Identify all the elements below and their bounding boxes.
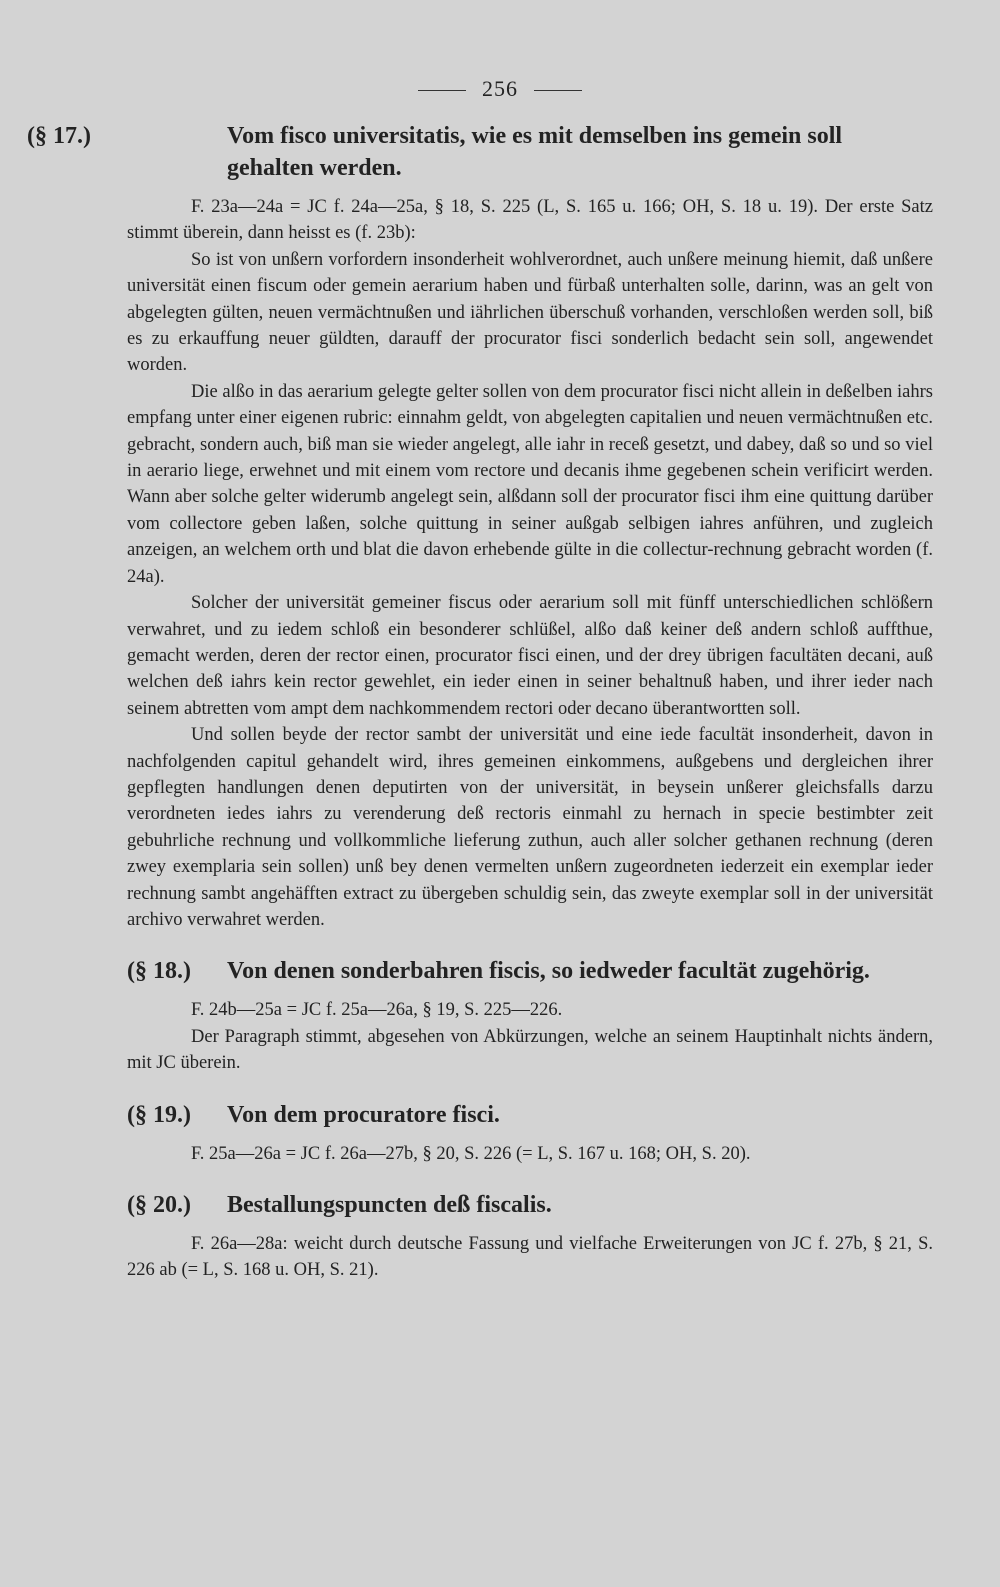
section-title: Von denen sonderbahren fiscis, so iedweder facultät zugehörig. [227,958,870,985]
page-number-rule-right [534,90,582,91]
paragraph: F. 26a—28a: weicht durch deutsche Fassung und vielfache Erweiterungen von JC f. 27b, § 21, S. 226 ab (= L, S. 168 u. OH, S. 21). [127,1234,933,1281]
page-content [27,120,933,1284]
section-number: (§ 18.) [127,958,191,985]
paragraph: Und sollen beyde der rector sambt der universität und eine iede facultät insonderheit, davon in nachfolgenden capitul gehandelt wird, ihres gemeinen einkommens, außgebens und dergleichen ihrer gepflegten handlungen denen deputirten von der universität, in beysein unßerer gleichsfalls darzu verordneten iedes iahrs zu verenderung deß rectoris einmahl zu hernach in specie bestimbter zeit gebuhrliche rechnung und vollkommliche lieferung zuthun, auch aller solcher gethanen rechnung (deren zwey exemplaria sein sollen) unß bey denen vermelten unßern zugeordneten iederzeit ein exemplar ieder rechnung sambt angehäfften extract zu übergeben schuldig sein, das zweyte exemplar soll in der universität archivo verwahret werden. [127,725,933,930]
section-heading [127,1099,933,1131]
section-number: (§ 17.) [27,123,91,149]
paragraph: Solcher der universität gemeiner fiscus oder aerarium soll mit fünff unterschiedlichen schlößern verwahret, und zu iedem schloß ein besonderer schlüßel, alßo daß keiner deß andern schloß auffthue, gemacht werden, deren der rector einen, procurator fisci einen, und der drey übrigen facultäten decani, auß welchen deß iahrs kein rector gewehlet, ein ieder einen in seiner behaltnuß haben, und ihrer ieder nach seinem abtretten vom ampt dem nachkommendem rectori oder decano überantwortten soll. [127,593,933,719]
section-title: Bestallungspuncten deß fiscalis. [227,1192,552,1218]
section-19 [127,1099,933,1167]
section-heading [127,1189,933,1221]
section-17 [27,120,933,933]
paragraph: Der Paragraph stimmt, abgesehen von Abkürzungen, welche an seinem Hauptinhalt nichts ändern, mit JC überein. [127,1026,933,1074]
page-number-rule-left [418,90,466,91]
section-number: (§ 19.) [127,1101,191,1128]
paragraph: F. 23a—24a = JC f. 24a—25a, § 18, S. 225 (L, S. 165 u. 166; OH, S. 18 u. 19). Der erste Satz stimmt überein, dann heisst es (f. 23b): [127,197,933,244]
section-title: Vom fisco universitatis, wie es mit demselben ins gemein soll gehalten werden. [227,123,843,181]
paragraph: So ist von unßern vorfordern insonderheit wohlverordnet, auch unßere meinung hiemit, daß unßere universität einen fiscum oder gemein aerarium haben und fürbaß unterhalten solle, darinn, was an gelt von abgelegten gülten, neuen vermächtnußen und iährlichen überschuß vorhanden, verschloßen werden soll, biß es zu erkauffung neuer güldten, darauff der procurator fisci sonderlich bedacht sein soll, angewendet worden. [127,249,933,376]
section-title: Von dem procuratore fisci. [227,1101,500,1128]
paragraph: Die alßo in das aerarium gelegte gelter sollen von dem procurator fisci nicht allein in deßelben iahrs empfang unter einer eigenen rubric: einnahm geldt, von abgelegten capitalien und neuen vermächtnußen etc. gebracht, sondern auch, biß man sie wieder angelegt, alle iahr in receß gesetzt, und dabey, daß so und so viel in aerario liege, erwehnet und mit einem vom rectore und decanis ihme gegebenen schein verificirt werden. Wann aber solche gelter widerumb angelegt sein, alßdann soll der procurator fisci ihm eine quittung darüber vom collectore geben laßen, solche quittung in seiner außgab selbigen iahres anführen, und zugleich anzeigen, an welchem orth und blat die davon erhebende gülte in die collectur-rechnung gebracht worden (f. 24a). [127,381,933,587]
paragraph: F. 25a—26a = JC f. 26a—27b, § 20, S. 226 (= L, S. 167 u. 168; OH, S. 20). [191,1143,751,1164]
section-heading [127,955,933,987]
section-20 [127,1189,933,1284]
paragraph: F. 24b—25a = JC f. 25a—26a, § 19, S. 225—226. [191,1000,563,1021]
page-number: 256 [0,76,1000,102]
section-heading [27,120,933,184]
section-number: (§ 20.) [127,1192,191,1218]
section-18 [127,955,933,1076]
